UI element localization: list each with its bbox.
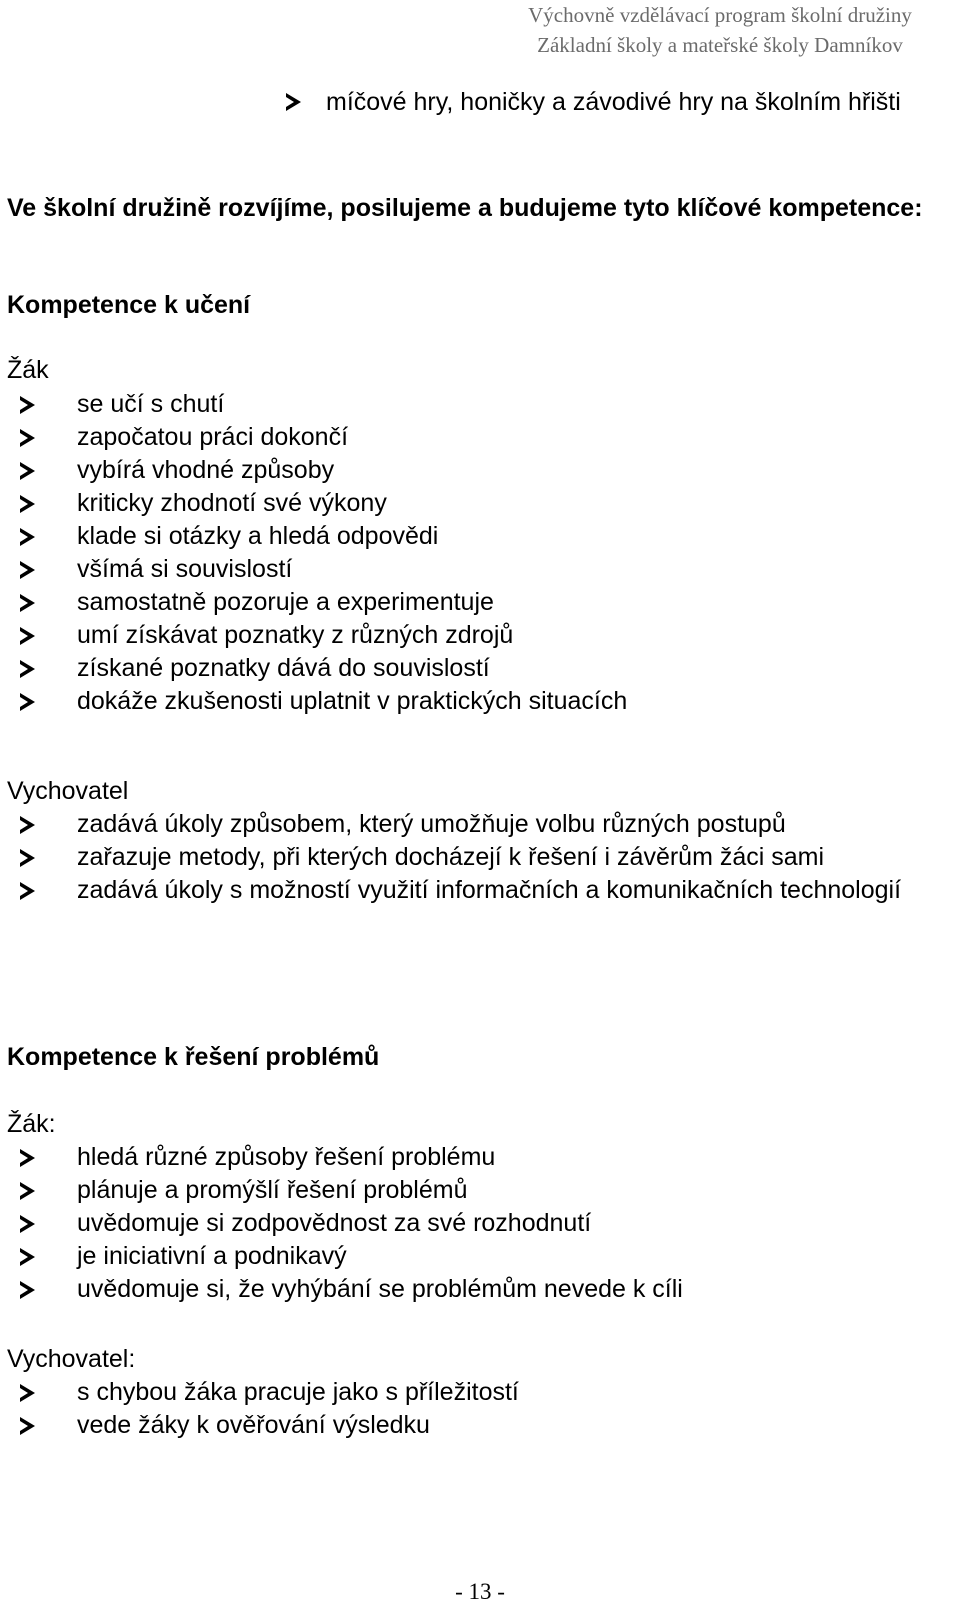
list-item [7, 520, 947, 553]
page-header [480, 0, 960, 60]
list-item-text: umí získávat poznatky z různých zdrojů [77, 621, 514, 649]
list-item [7, 1174, 947, 1207]
arrow-bullet-icon [20, 1149, 35, 1167]
list-item-text: zadává úkoly s možností využití informačních a komunikačních technologií [77, 876, 902, 904]
arrow-bullet-icon [20, 495, 35, 513]
header-line-program: Výchovně vzdělávací program školní družiny [528, 3, 912, 27]
arrow-bullet-icon [20, 429, 35, 447]
list-item-text: vybírá vhodné způsoby [77, 456, 335, 484]
list-item [7, 1273, 947, 1306]
section-title-problems: Kompetence k řešení problémů [7, 1043, 380, 1071]
pupil-label: Žák [7, 356, 49, 384]
list-item [7, 808, 947, 841]
list-item [7, 421, 947, 454]
arrow-bullet-icon [20, 1281, 35, 1299]
list-item [7, 841, 947, 874]
list-item-text: se učí s chutí [77, 390, 225, 418]
list-item [7, 1141, 947, 1174]
list-item [7, 1207, 947, 1240]
list-item [7, 487, 947, 520]
list-item [7, 388, 947, 421]
arrow-bullet-icon [20, 561, 35, 579]
list-item [7, 874, 947, 907]
arrow-bullet-icon [20, 528, 35, 546]
arrow-bullet-icon [20, 1384, 35, 1402]
list-item [7, 586, 947, 619]
list-item-text: získané poznatky dává do souvislostí [77, 654, 490, 682]
teacher-competence-list [7, 808, 947, 907]
list-item-text: klade si otázky a hledá odpovědi [77, 522, 439, 550]
teacher-label: Vychovatel [7, 777, 129, 805]
arrow-bullet-icon [20, 1182, 35, 1200]
list-item-text: vede žáky k ověřování výsledku [77, 1411, 430, 1439]
page-number: - 13 - [455, 1579, 505, 1604]
pupil-problem-list [7, 1141, 947, 1306]
list-item-text: uvědomuje si, že vyhýbání se problémům nevede k cíli [77, 1275, 683, 1303]
arrow-bullet-icon [20, 882, 35, 900]
arrow-bullet-icon [20, 594, 35, 612]
list-item-text: zadává úkoly způsobem, který umožňuje volbu různých postupů [77, 810, 786, 838]
pupil-competence-list [7, 388, 947, 718]
list-item-text: zařazuje metody, při kterých docházejí k řešení i závěrům žáci sami [77, 843, 825, 871]
list-item-text: plánuje a promýšlí řešení problémů [77, 1176, 468, 1204]
arrow-bullet-icon [286, 93, 301, 111]
list-item-text: všímá si souvislostí [77, 555, 293, 583]
arrow-bullet-icon [20, 462, 35, 480]
list-item [7, 619, 947, 652]
list-item-text: míčové hry, honičky a závodivé hry na školním hřišti [326, 88, 901, 116]
arrow-bullet-icon [20, 396, 35, 414]
list-item [7, 1376, 947, 1409]
list-item-text: s chybou žáka pracuje jako s příležitostí [77, 1378, 519, 1406]
list-item-text: samostatně pozoruje a experimentuje [77, 588, 494, 616]
list-item-text: je iniciativní a podnikavý [77, 1242, 347, 1270]
arrow-bullet-icon [20, 849, 35, 867]
list-item-text: hledá různé způsoby řešení problému [77, 1143, 496, 1171]
list-item [7, 652, 947, 685]
list-item [7, 685, 947, 718]
list-item-text: kriticky zhodnotí své výkony [77, 489, 387, 517]
list-item [7, 1240, 947, 1273]
teacher-problem-list [7, 1376, 947, 1442]
teacher-label: Vychovatel: [7, 1345, 136, 1373]
arrow-bullet-icon [20, 627, 35, 645]
header-line-school: Základní školy a mateřské školy Damníkov [537, 33, 903, 57]
arrow-bullet-icon [20, 1248, 35, 1266]
list-item [7, 553, 947, 586]
list-item [7, 1409, 947, 1442]
list-item-text: započatou práci dokončí [77, 423, 349, 451]
intro-heading: Ve školní družině rozvíjíme, posilujeme a budujeme tyto klíčové kompetence: [7, 194, 923, 222]
list-item-text: dokáže zkušenosti uplatnit v praktických situacích [77, 687, 628, 715]
arrow-bullet-icon [20, 1215, 35, 1233]
list-item-text: uvědomuje si zodpovědnost za své rozhodnutí [77, 1209, 592, 1237]
arrow-bullet-icon [20, 693, 35, 711]
arrow-bullet-icon [20, 816, 35, 834]
list-item [7, 454, 947, 487]
arrow-bullet-icon [20, 660, 35, 678]
section-title-learning: Kompetence k učení [7, 291, 251, 319]
pupil-label: Žák: [7, 1110, 56, 1138]
list-item [286, 85, 956, 119]
arrow-bullet-icon [20, 1417, 35, 1435]
